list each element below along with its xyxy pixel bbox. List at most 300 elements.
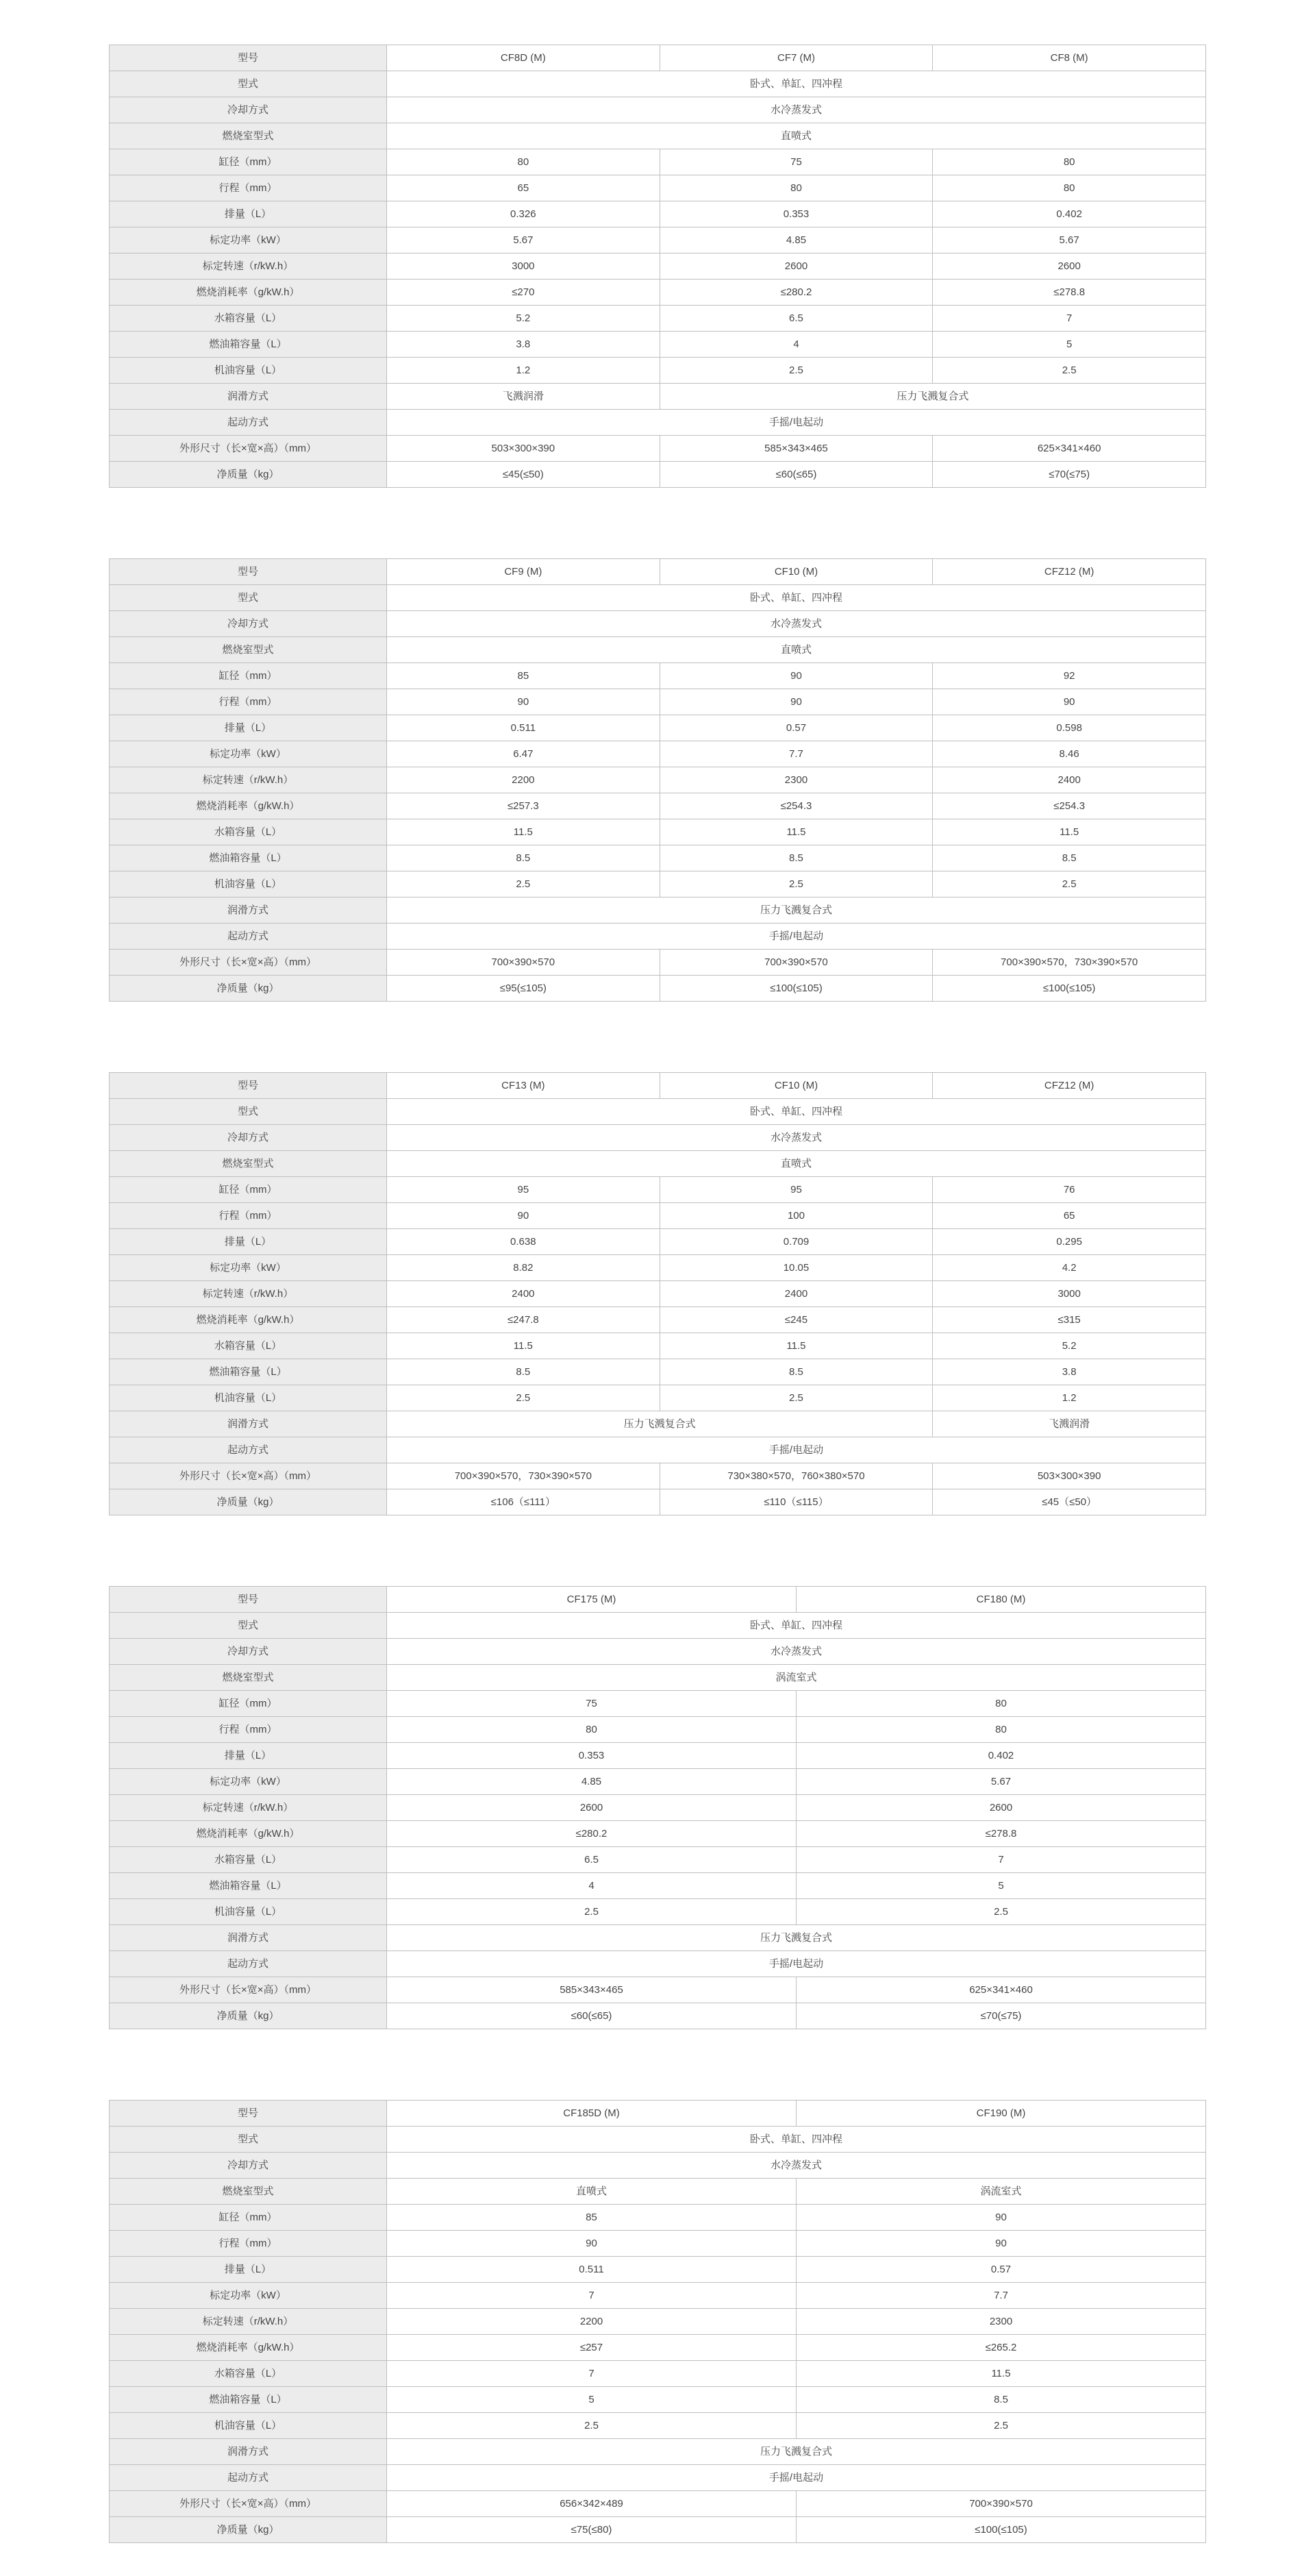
row-label: 外形尺寸（长×宽×高）（mm） [110, 2491, 387, 2517]
spec-value: 手摇/电起动 [387, 1951, 1206, 1977]
spec-value: 直喷式 [387, 123, 1206, 149]
row-label: 排量（L） [110, 1743, 387, 1769]
spec-value: ≤257 [387, 2335, 797, 2361]
spec-row [110, 1411, 1206, 1437]
spec-row [110, 462, 1206, 488]
spec-row [110, 559, 1206, 585]
spec-row [110, 1665, 1206, 1691]
spec-value: 90 [387, 689, 660, 715]
spec-row [110, 741, 1206, 767]
row-label: 缸径（mm） [110, 1691, 387, 1717]
row-label: 标定转速（r/kW.h） [110, 2309, 387, 2335]
spec-value: 8.5 [387, 1359, 660, 1385]
row-label: 型式 [110, 2127, 387, 2153]
spec-value: 85 [387, 2205, 797, 2231]
row-label: 外形尺寸（长×宽×高）（mm） [110, 1977, 387, 2003]
spec-value: 700×390×570 [660, 950, 933, 976]
spec-value: 2600 [387, 1795, 797, 1821]
spec-value: 手摇/电起动 [387, 924, 1206, 950]
spec-value: 2300 [660, 767, 933, 793]
spec-value: 手摇/电起动 [387, 410, 1206, 436]
spec-value: ≤280.2 [660, 280, 933, 306]
spec-value: 水冷蒸发式 [387, 611, 1206, 637]
row-label: 水箱容量（L） [110, 306, 387, 332]
spec-table-5 [109, 2100, 1206, 2543]
spec-value: 6.5 [387, 1847, 797, 1873]
spec-value: 80 [933, 149, 1206, 175]
spec-row [110, 97, 1206, 123]
spec-row [110, 201, 1206, 227]
spec-value: ≤45（≤50） [933, 1489, 1206, 1515]
spec-value: 2.5 [797, 1899, 1206, 1925]
spec-value: ≤278.8 [797, 1821, 1206, 1847]
spec-row [110, 1691, 1206, 1717]
spec-value: 2.5 [660, 1385, 933, 1411]
spec-value: 625×341×460 [797, 1977, 1206, 2003]
row-label: 燃烧室型式 [110, 123, 387, 149]
row-label: 型号 [110, 1073, 387, 1099]
spec-value: 5.67 [797, 1769, 1206, 1795]
spec-value: 8.5 [933, 845, 1206, 871]
row-label: 燃烧消耗率（g/kW.h） [110, 280, 387, 306]
spec-row [110, 2517, 1206, 2543]
spec-value: 压力飞溅复合式 [660, 384, 1205, 410]
spec-value: ≤254.3 [660, 793, 933, 819]
spec-value: 2.5 [933, 358, 1206, 384]
spec-value: 503×300×390 [933, 1463, 1206, 1489]
spec-value: 直喷式 [387, 1151, 1206, 1177]
spec-row [110, 1925, 1206, 1951]
spec-value: 65 [933, 1203, 1206, 1229]
spec-row [110, 1151, 1206, 1177]
spec-value: 3.8 [387, 332, 660, 358]
row-label: 排量（L） [110, 715, 387, 741]
spec-value: 0.402 [933, 201, 1206, 227]
spec-value: 卧式、单缸、四冲程 [387, 2127, 1206, 2153]
row-label: 机油容量（L） [110, 1385, 387, 1411]
spec-row [110, 767, 1206, 793]
row-label: 燃烧室型式 [110, 637, 387, 663]
spec-table-1 [109, 45, 1206, 488]
row-label: 排量（L） [110, 201, 387, 227]
spec-value: CF190 (M) [797, 2101, 1206, 2127]
spec-value: 4 [387, 1873, 797, 1899]
spec-value: 2.5 [933, 871, 1206, 897]
spec-value: 8.5 [797, 2387, 1206, 2413]
spec-value: 6.5 [660, 306, 933, 332]
spec-value: 11.5 [387, 1333, 660, 1359]
spec-row [110, 1795, 1206, 1821]
spec-value: 2.5 [387, 871, 660, 897]
row-label: 外形尺寸（长×宽×高）（mm） [110, 436, 387, 462]
spec-value: CF8 (M) [933, 45, 1206, 71]
spec-row [110, 2465, 1206, 2491]
row-label: 排量（L） [110, 2257, 387, 2283]
spec-value: 90 [933, 689, 1206, 715]
spec-value: ≤106（≤111） [387, 1489, 660, 1515]
spec-value: CF9 (M) [387, 559, 660, 585]
spec-row [110, 1847, 1206, 1873]
spec-value: 2.5 [387, 1899, 797, 1925]
row-label: 燃烧消耗率（g/kW.h） [110, 1307, 387, 1333]
spec-row [110, 384, 1206, 410]
row-label: 冷却方式 [110, 611, 387, 637]
spec-row [110, 45, 1206, 71]
spec-value: ≤247.8 [387, 1307, 660, 1333]
spec-row [110, 2101, 1206, 2127]
spec-value: 11.5 [660, 1333, 933, 1359]
row-label: 标定功率（kW） [110, 1255, 387, 1281]
spec-row [110, 1385, 1206, 1411]
spec-row [110, 1281, 1206, 1307]
spec-row [110, 897, 1206, 924]
spec-row [110, 2153, 1206, 2179]
row-label: 燃烧消耗率（g/kW.h） [110, 2335, 387, 2361]
row-label: 起动方式 [110, 410, 387, 436]
spec-value: 0.353 [660, 201, 933, 227]
spec-value: 0.511 [387, 715, 660, 741]
spec-value: 75 [660, 149, 933, 175]
spec-value: 卧式、单缸、四冲程 [387, 585, 1206, 611]
spec-value: 656×342×489 [387, 2491, 797, 2517]
spec-value: 4.2 [933, 1255, 1206, 1281]
spec-value: 2.5 [387, 2413, 797, 2439]
spec-row [110, 2205, 1206, 2231]
spec-value: 2.5 [797, 2413, 1206, 2439]
spec-value: 5.2 [387, 306, 660, 332]
spec-value: 10.05 [660, 1255, 933, 1281]
spec-value: 2.5 [660, 358, 933, 384]
spec-value: 直喷式 [387, 2179, 797, 2205]
spec-value: CF13 (M) [387, 1073, 660, 1099]
spec-value: 水冷蒸发式 [387, 1125, 1206, 1151]
spec-value: 0.709 [660, 1229, 933, 1255]
spec-value: 0.353 [387, 1743, 797, 1769]
spec-value: 0.638 [387, 1229, 660, 1255]
row-label: 缸径（mm） [110, 663, 387, 689]
spec-value: 飞溅润滑 [387, 384, 660, 410]
spec-value: 手摇/电起动 [387, 1437, 1206, 1463]
spec-row [110, 1489, 1206, 1515]
spec-value: CF10 (M) [660, 559, 933, 585]
row-label: 燃烧室型式 [110, 2179, 387, 2205]
spec-value: ≤254.3 [933, 793, 1206, 819]
spec-row [110, 2439, 1206, 2465]
spec-value: 80 [660, 175, 933, 201]
spec-row [110, 2257, 1206, 2283]
spec-value: 5 [797, 1873, 1206, 1899]
spec-value: ≤270 [387, 280, 660, 306]
spec-row [110, 663, 1206, 689]
spec-value: 95 [660, 1177, 933, 1203]
row-label: 润滑方式 [110, 2439, 387, 2465]
spec-value: 730×380×570，760×380×570 [660, 1463, 933, 1489]
row-label: 机油容量（L） [110, 1899, 387, 1925]
spec-value: 8.5 [660, 845, 933, 871]
row-label: 行程（mm） [110, 175, 387, 201]
row-label: 冷却方式 [110, 1639, 387, 1665]
spec-value: 80 [797, 1717, 1206, 1743]
spec-value: 100 [660, 1203, 933, 1229]
spec-value: 80 [387, 1717, 797, 1743]
spec-row [110, 1125, 1206, 1151]
spec-value: 0.326 [387, 201, 660, 227]
spec-value: ≤315 [933, 1307, 1206, 1333]
spec-value: 7 [797, 1847, 1206, 1873]
spec-value: 0.57 [797, 2257, 1206, 2283]
spec-value: 水冷蒸发式 [387, 97, 1206, 123]
spec-row [110, 175, 1206, 201]
spec-value: 5 [387, 2387, 797, 2413]
spec-value: 涡流室式 [387, 1665, 1206, 1691]
spec-value: 8.82 [387, 1255, 660, 1281]
spec-value: ≤45(≤50) [387, 462, 660, 488]
row-label: 型号 [110, 559, 387, 585]
spec-row [110, 1899, 1206, 1925]
row-label: 净质量（kg） [110, 976, 387, 1002]
spec-row [110, 1463, 1206, 1489]
spec-value: 3000 [933, 1281, 1206, 1307]
row-label: 型号 [110, 45, 387, 71]
row-label: 标定功率（kW） [110, 741, 387, 767]
spec-value: 80 [797, 1691, 1206, 1717]
spec-row [110, 1099, 1206, 1125]
spec-value: 90 [660, 663, 933, 689]
row-label: 型号 [110, 1587, 387, 1613]
row-label: 起动方式 [110, 1437, 387, 1463]
spec-value: 飞溅润滑 [933, 1411, 1206, 1437]
row-label: 起动方式 [110, 1951, 387, 1977]
spec-row [110, 1255, 1206, 1281]
spec-value: 11.5 [933, 819, 1206, 845]
spec-row [110, 227, 1206, 253]
spec-value: 2.5 [660, 871, 933, 897]
row-label: 标定转速（r/kW.h） [110, 1281, 387, 1307]
row-label: 排量（L） [110, 1229, 387, 1255]
spec-value: CFZ12 (M) [933, 1073, 1206, 1099]
spec-row [110, 1951, 1206, 1977]
spec-row [110, 1229, 1206, 1255]
spec-row [110, 410, 1206, 436]
row-label: 净质量（kg） [110, 1489, 387, 1515]
row-label: 起动方式 [110, 2465, 387, 2491]
spec-value: CF180 (M) [797, 1587, 1206, 1613]
spec-value: 压力飞溅复合式 [387, 2439, 1206, 2465]
spec-row [110, 1717, 1206, 1743]
row-label: 行程（mm） [110, 1203, 387, 1229]
spec-row [110, 585, 1206, 611]
spec-row [110, 637, 1206, 663]
spec-value: 6.47 [387, 741, 660, 767]
spec-row [110, 1613, 1206, 1639]
spec-value: 2400 [933, 767, 1206, 793]
spec-row [110, 845, 1206, 871]
spec-value: 503×300×390 [387, 436, 660, 462]
row-label: 净质量（kg） [110, 2517, 387, 2543]
spec-value: 76 [933, 1177, 1206, 1203]
row-label: 润滑方式 [110, 1411, 387, 1437]
spec-value: 3.8 [933, 1359, 1206, 1385]
spec-value: 3000 [387, 253, 660, 280]
spec-row [110, 2309, 1206, 2335]
spec-row [110, 1203, 1206, 1229]
spec-value: ≤245 [660, 1307, 933, 1333]
spec-value: CF175 (M) [387, 1587, 797, 1613]
row-label: 燃油箱容量（L） [110, 845, 387, 871]
spec-value: ≤60(≤65) [660, 462, 933, 488]
spec-row [110, 2127, 1206, 2153]
spec-value: 700×390×570 [387, 950, 660, 976]
row-label: 冷却方式 [110, 2153, 387, 2179]
spec-row [110, 306, 1206, 332]
spec-value: 7 [387, 2361, 797, 2387]
spec-value: CF10 (M) [660, 1073, 933, 1099]
spec-row [110, 436, 1206, 462]
spec-value: 8.5 [387, 845, 660, 871]
spec-value: 0.57 [660, 715, 933, 741]
spec-value: 卧式、单缸、四冲程 [387, 71, 1206, 97]
spec-row [110, 1333, 1206, 1359]
row-label: 燃烧室型式 [110, 1665, 387, 1691]
spec-value: 65 [387, 175, 660, 201]
spec-value: CF185D (M) [387, 2101, 797, 2127]
row-label: 标定功率（kW） [110, 2283, 387, 2309]
spec-table-4 [109, 1586, 1206, 2029]
row-label: 机油容量（L） [110, 871, 387, 897]
spec-row [110, 2491, 1206, 2517]
spec-row [110, 1743, 1206, 1769]
spec-row [110, 1873, 1206, 1899]
spec-value: 卧式、单缸、四冲程 [387, 1099, 1206, 1125]
row-label: 冷却方式 [110, 1125, 387, 1151]
spec-row [110, 976, 1206, 1002]
row-label: 燃烧消耗率（g/kW.h） [110, 1821, 387, 1847]
spec-table-3 [109, 1072, 1206, 1515]
row-label: 水箱容量（L） [110, 819, 387, 845]
spec-value: 5 [933, 332, 1206, 358]
spec-value: 11.5 [660, 819, 933, 845]
spec-value: 压力飞溅复合式 [387, 897, 1206, 924]
spec-value: 75 [387, 1691, 797, 1717]
spec-value: 4 [660, 332, 933, 358]
spec-row [110, 2335, 1206, 2361]
spec-value: 0.598 [933, 715, 1206, 741]
spec-value: 2200 [387, 767, 660, 793]
spec-value: 11.5 [797, 2361, 1206, 2387]
spec-value: ≤60(≤65) [387, 2003, 797, 2029]
spec-value: ≤100(≤105) [933, 976, 1206, 1002]
spec-value: 8.5 [660, 1359, 933, 1385]
spec-row [110, 71, 1206, 97]
spec-value: ≤110（≤115） [660, 1489, 933, 1515]
spec-value: 5.67 [933, 227, 1206, 253]
spec-row [110, 611, 1206, 637]
spec-row [110, 689, 1206, 715]
spec-row [110, 123, 1206, 149]
row-label: 标定转速（r/kW.h） [110, 253, 387, 280]
row-label: 润滑方式 [110, 897, 387, 924]
row-label: 起动方式 [110, 924, 387, 950]
row-label: 水箱容量（L） [110, 1333, 387, 1359]
spec-value: 涡流室式 [797, 2179, 1206, 2205]
spec-value: 80 [933, 175, 1206, 201]
spec-row [110, 871, 1206, 897]
row-label: 机油容量（L） [110, 2413, 387, 2439]
spec-value: 5.2 [933, 1333, 1206, 1359]
spec-value: 700×390×570 [797, 2491, 1206, 2517]
row-label: 机油容量（L） [110, 358, 387, 384]
spec-value: 2600 [660, 253, 933, 280]
spec-row [110, 715, 1206, 741]
row-label: 标定转速（r/kW.h） [110, 1795, 387, 1821]
spec-row [110, 2361, 1206, 2387]
spec-row [110, 950, 1206, 976]
row-label: 润滑方式 [110, 384, 387, 410]
row-label: 燃油箱容量（L） [110, 332, 387, 358]
row-label: 水箱容量（L） [110, 1847, 387, 1873]
spec-value: ≤278.8 [933, 280, 1206, 306]
spec-row [110, 2413, 1206, 2439]
spec-value: 4.85 [660, 227, 933, 253]
row-label: 型号 [110, 2101, 387, 2127]
row-label: 标定功率（kW） [110, 1769, 387, 1795]
row-label: 标定功率（kW） [110, 227, 387, 253]
spec-value: 585×343×465 [660, 436, 933, 462]
spec-value: 水冷蒸发式 [387, 2153, 1206, 2179]
spec-value: 92 [933, 663, 1206, 689]
spec-row [110, 1177, 1206, 1203]
spec-row [110, 1073, 1206, 1099]
spec-value: 2200 [387, 2309, 797, 2335]
spec-value: 80 [387, 149, 660, 175]
spec-value: 8.46 [933, 741, 1206, 767]
row-label: 净质量（kg） [110, 462, 387, 488]
spec-value: 0.402 [797, 1743, 1206, 1769]
spec-row [110, 924, 1206, 950]
spec-value: 700×390×570，730×390×570 [933, 950, 1206, 976]
spec-row [110, 2283, 1206, 2309]
spec-value: ≤280.2 [387, 1821, 797, 1847]
spec-row [110, 2179, 1206, 2205]
spec-row [110, 280, 1206, 306]
spec-value: 卧式、单缸、四冲程 [387, 1613, 1206, 1639]
spec-value: 1.2 [387, 358, 660, 384]
row-label: 燃油箱容量（L） [110, 1873, 387, 1899]
spec-value: ≤257.3 [387, 793, 660, 819]
spec-value: 5.67 [387, 227, 660, 253]
row-label: 净质量（kg） [110, 2003, 387, 2029]
row-label: 缸径（mm） [110, 149, 387, 175]
spec-value: 90 [387, 1203, 660, 1229]
row-label: 行程（mm） [110, 2231, 387, 2257]
spec-value: 2600 [933, 253, 1206, 280]
spec-value: 90 [660, 689, 933, 715]
spec-value: 2300 [797, 2309, 1206, 2335]
row-label: 冷却方式 [110, 97, 387, 123]
spec-row [110, 1359, 1206, 1385]
row-label: 外形尺寸（长×宽×高）（mm） [110, 1463, 387, 1489]
spec-row [110, 1769, 1206, 1795]
row-label: 型式 [110, 585, 387, 611]
spec-value: 压力飞溅复合式 [387, 1925, 1206, 1951]
spec-row [110, 253, 1206, 280]
row-label: 燃油箱容量（L） [110, 1359, 387, 1385]
row-label: 行程（mm） [110, 1717, 387, 1743]
spec-value: 7.7 [660, 741, 933, 767]
spec-value: 700×390×570，730×390×570 [387, 1463, 660, 1489]
row-label: 燃烧消耗率（g/kW.h） [110, 793, 387, 819]
spec-value: 0.295 [933, 1229, 1206, 1255]
